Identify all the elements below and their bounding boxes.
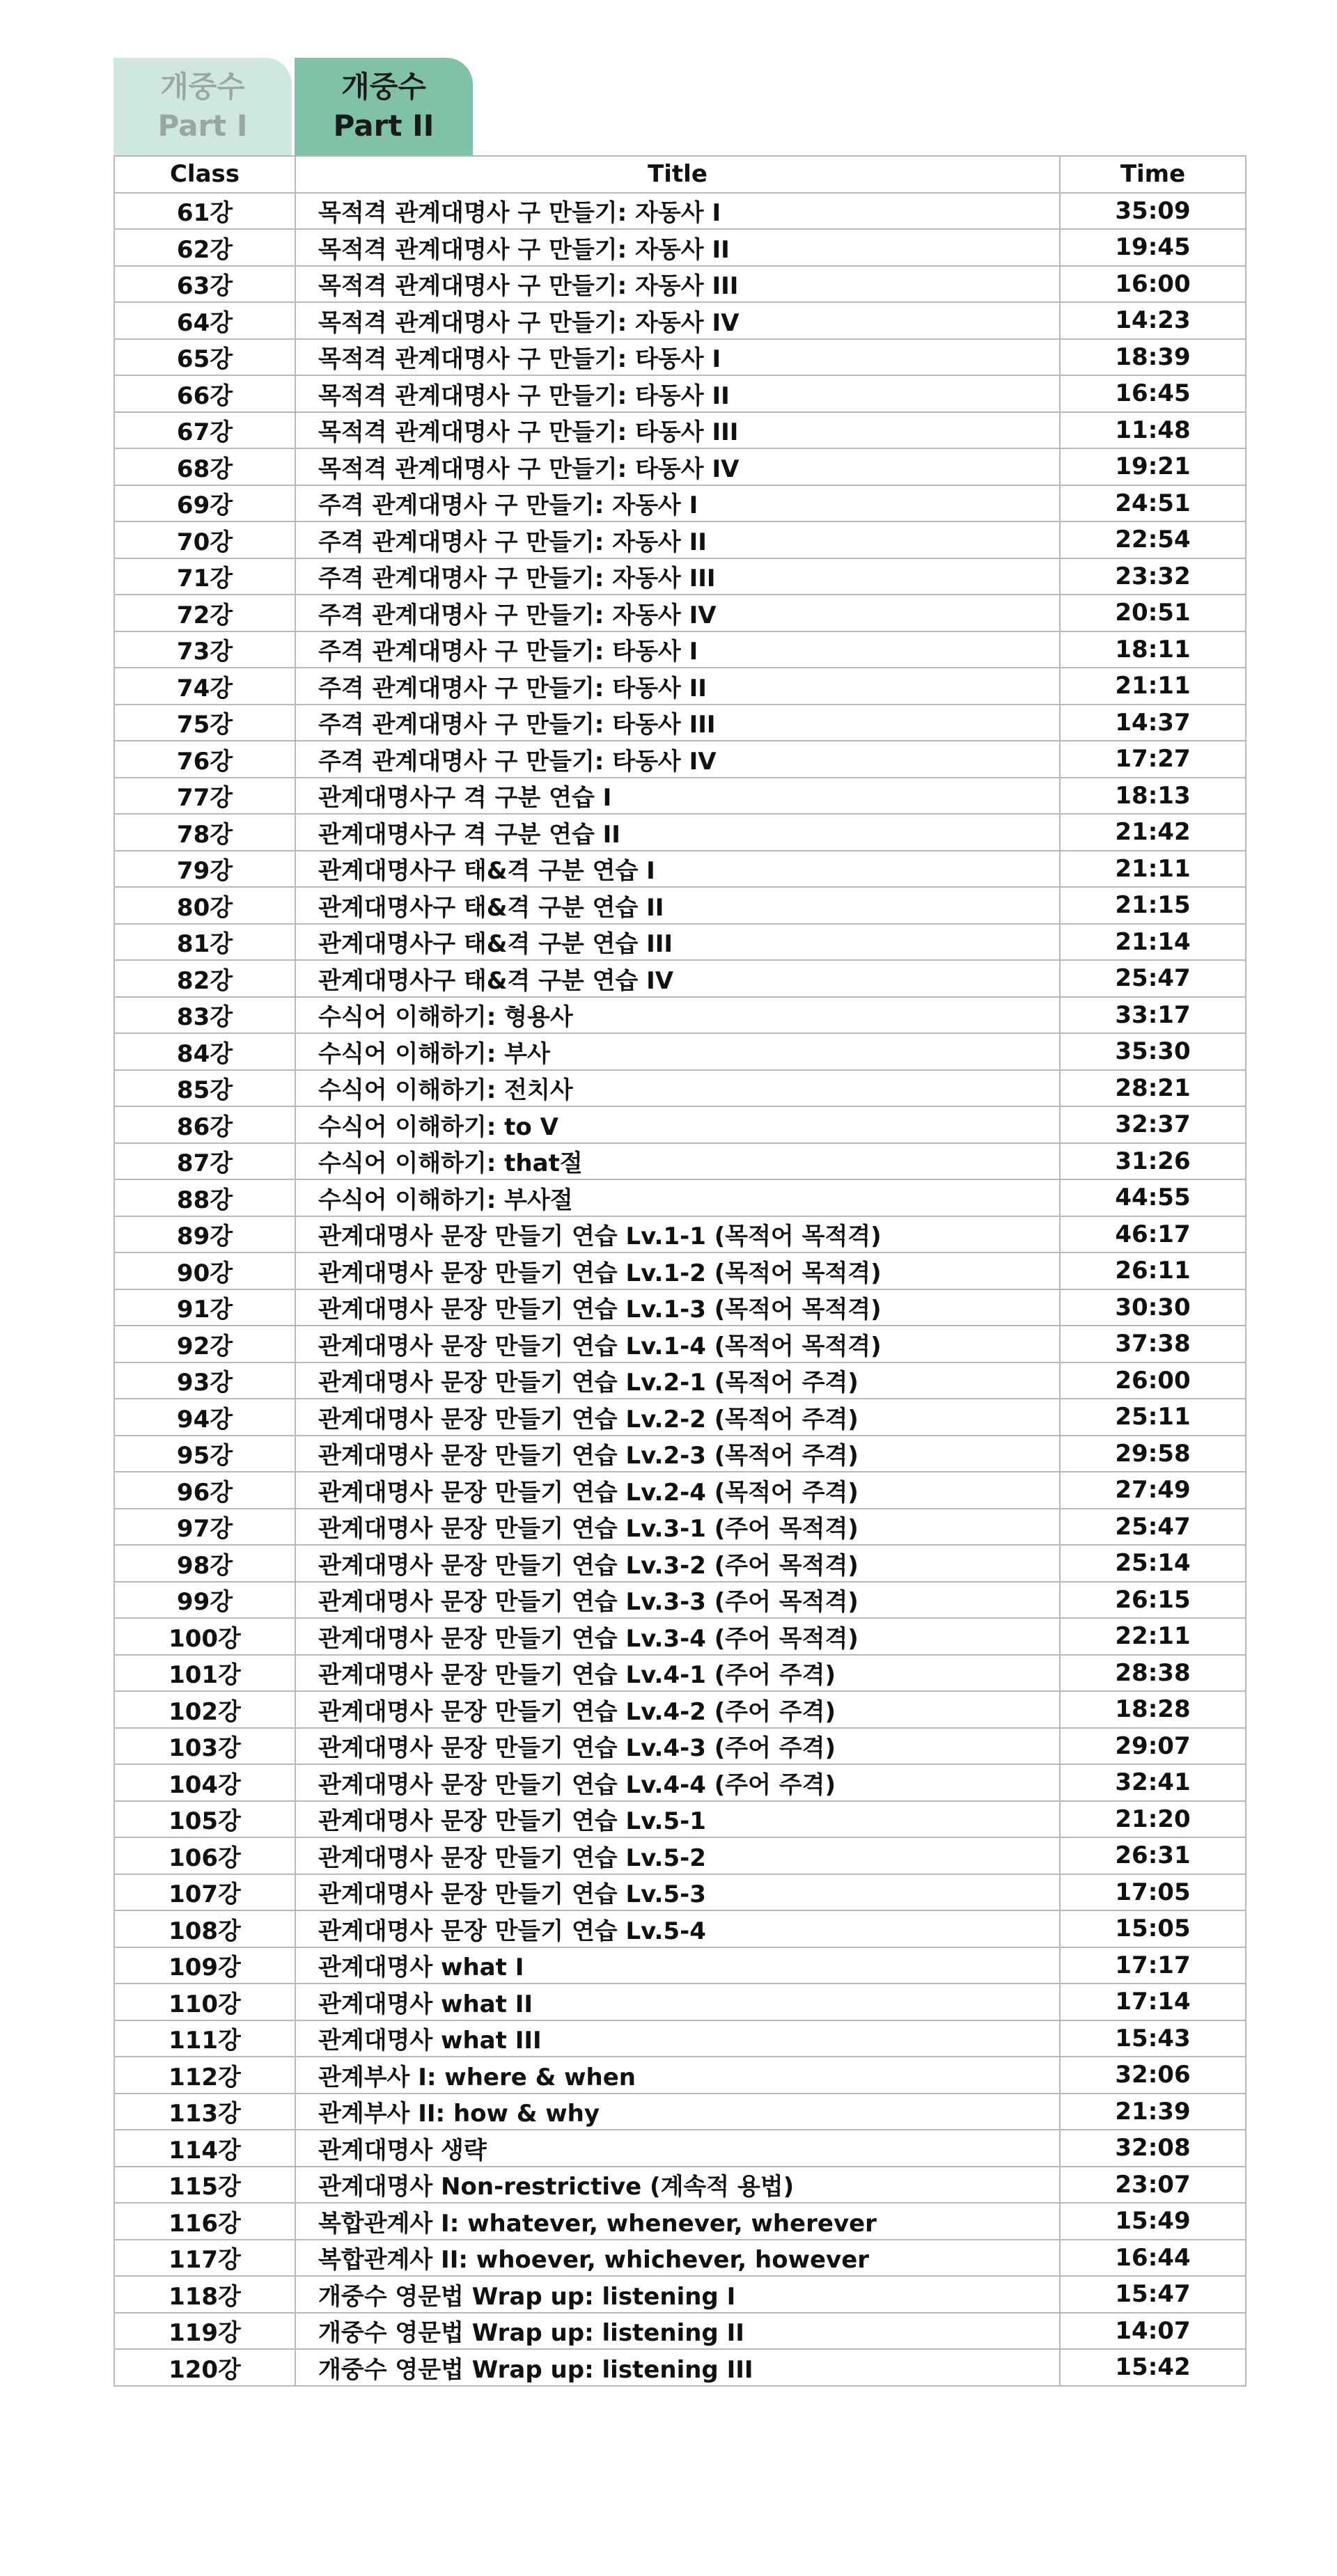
row-class-cell: 96강 xyxy=(114,1472,295,1509)
row-title-cell: 관계대명사 문장 만들기 연습 Lv.3-1 (주어 목적격) xyxy=(295,1509,1060,1546)
row-title-cell: 관계대명사 문장 만들기 연습 Lv.2-4 (목적어 주격) xyxy=(295,1472,1060,1509)
tab-part-2[interactable] xyxy=(295,58,473,155)
row-time-cell: 15:47 xyxy=(1060,2276,1246,2313)
table-row xyxy=(114,229,1246,266)
table-row xyxy=(114,1910,1246,1947)
row-title-cell: 관계대명사 what II xyxy=(295,1984,1060,2020)
table-row xyxy=(114,1947,1246,1984)
row-class-cell: 117강 xyxy=(114,2240,295,2277)
row-class-cell: 65강 xyxy=(114,339,295,376)
row-time-cell: 18:39 xyxy=(1060,339,1246,376)
row-title-cell: 관계대명사 what I xyxy=(295,1947,1060,1984)
table-row xyxy=(114,2094,1246,2130)
table-row xyxy=(114,631,1246,668)
row-class-cell: 107강 xyxy=(114,1874,295,1911)
row-title-cell: 목적격 관계대명사 구 만들기: 타동사 II xyxy=(295,375,1060,412)
row-class-cell: 74강 xyxy=(114,668,295,705)
row-title-cell: 관계부사 I: where & when xyxy=(295,2057,1060,2094)
row-class-cell: 116강 xyxy=(114,2203,295,2240)
row-time-cell: 26:11 xyxy=(1060,1252,1246,1289)
header-class: Class xyxy=(114,156,295,193)
row-class-cell: 69강 xyxy=(114,485,295,522)
table-row xyxy=(114,1618,1246,1655)
tab-part-1[interactable] xyxy=(114,58,292,155)
table-row xyxy=(114,814,1246,851)
row-time-cell: 22:54 xyxy=(1060,521,1246,558)
row-class-cell: 106강 xyxy=(114,1837,295,1874)
row-title-cell: 관계부사 II: how & why xyxy=(295,2094,1060,2130)
table-row xyxy=(114,1728,1246,1765)
table-row xyxy=(114,1399,1246,1436)
row-class-cell: 81강 xyxy=(114,924,295,961)
row-title-cell: 관계대명사 문장 만들기 연습 Lv.3-4 (주어 목적격) xyxy=(295,1618,1060,1655)
row-title-cell: 목적격 관계대명사 구 만들기: 자동사 I xyxy=(295,193,1060,230)
table-row xyxy=(114,741,1246,778)
row-class-cell: 76강 xyxy=(114,741,295,778)
row-class-cell: 91강 xyxy=(114,1289,295,1326)
row-class-cell: 94강 xyxy=(114,1399,295,1436)
row-class-cell: 72강 xyxy=(114,595,295,631)
row-time-cell: 18:13 xyxy=(1060,778,1246,815)
row-class-cell: 79강 xyxy=(114,851,295,888)
row-time-cell: 21:39 xyxy=(1060,2094,1246,2130)
row-time-cell: 25:47 xyxy=(1060,960,1246,997)
tab-part-1-line2: Part I xyxy=(157,109,248,143)
table-row xyxy=(114,1837,1246,1874)
row-time-cell: 32:06 xyxy=(1060,2057,1246,2094)
row-title-cell: 관계대명사 문장 만들기 연습 Lv.5-3 xyxy=(295,1874,1060,1911)
row-title-cell: 관계대명사구 태&격 구분 연습 IV xyxy=(295,960,1060,997)
row-title-cell: 목적격 관계대명사 구 만들기: 타동사 IV xyxy=(295,448,1060,485)
table-row xyxy=(114,2130,1246,2167)
row-time-cell: 15:43 xyxy=(1060,2020,1246,2057)
row-class-cell: 78강 xyxy=(114,814,295,851)
table-row xyxy=(114,851,1246,888)
row-title-cell: 관계대명사구 태&격 구분 연습 III xyxy=(295,924,1060,961)
row-class-cell: 86강 xyxy=(114,1106,295,1143)
row-time-cell: 23:32 xyxy=(1060,558,1246,595)
table-row xyxy=(114,1472,1246,1509)
row-class-cell: 64강 xyxy=(114,302,295,339)
row-class-cell: 70강 xyxy=(114,521,295,558)
table-row xyxy=(114,1143,1246,1180)
row-title-cell: 관계대명사 문장 만들기 연습 Lv.4-1 (주어 주격) xyxy=(295,1655,1060,1692)
table-row xyxy=(114,558,1246,595)
row-time-cell: 21:14 xyxy=(1060,924,1246,961)
table-row xyxy=(114,1874,1246,1911)
part-tabs xyxy=(114,58,473,155)
table-row xyxy=(114,1691,1246,1728)
row-class-cell: 118강 xyxy=(114,2276,295,2313)
row-time-cell: 18:28 xyxy=(1060,1691,1246,1728)
row-time-cell: 19:21 xyxy=(1060,448,1246,485)
row-time-cell: 26:31 xyxy=(1060,1837,1246,1874)
row-time-cell: 14:07 xyxy=(1060,2313,1246,2350)
row-title-cell: 개중수 영문법 Wrap up: listening III xyxy=(295,2349,1060,2386)
row-time-cell: 35:30 xyxy=(1060,1033,1246,1070)
table-row xyxy=(114,924,1246,961)
header-time: Time xyxy=(1060,156,1246,193)
row-class-cell: 73강 xyxy=(114,631,295,668)
row-time-cell: 26:00 xyxy=(1060,1362,1246,1399)
table-header-row xyxy=(114,156,1246,193)
tab-part-1-line1: 개중수 xyxy=(160,70,245,104)
row-time-cell: 16:00 xyxy=(1060,266,1246,303)
row-class-cell: 61강 xyxy=(114,193,295,230)
row-class-cell: 62강 xyxy=(114,229,295,266)
table-row xyxy=(114,1436,1246,1472)
row-title-cell: 주격 관계대명사 구 만들기: 자동사 III xyxy=(295,558,1060,595)
row-class-cell: 82강 xyxy=(114,960,295,997)
row-class-cell: 85강 xyxy=(114,1070,295,1107)
row-class-cell: 110강 xyxy=(114,1984,295,2020)
row-title-cell: 수식어 이해하기: 전치사 xyxy=(295,1070,1060,1107)
table-row xyxy=(114,412,1246,449)
table-row xyxy=(114,1984,1246,2020)
row-time-cell: 28:38 xyxy=(1060,1655,1246,1692)
row-title-cell: 관계대명사구 태&격 구분 연습 II xyxy=(295,887,1060,924)
row-time-cell: 25:14 xyxy=(1060,1545,1246,1582)
table-body xyxy=(114,193,1246,2386)
row-class-cell: 113강 xyxy=(114,2094,295,2130)
row-class-cell: 103강 xyxy=(114,1728,295,1765)
row-time-cell: 32:37 xyxy=(1060,1106,1246,1143)
row-class-cell: 75강 xyxy=(114,705,295,741)
table-row xyxy=(114,2240,1246,2277)
tab-part-2-line1: 개중수 xyxy=(341,70,426,104)
row-time-cell: 31:26 xyxy=(1060,1143,1246,1180)
table-row xyxy=(114,375,1246,412)
row-time-cell: 26:15 xyxy=(1060,1582,1246,1619)
table-row xyxy=(114,778,1246,815)
row-title-cell: 수식어 이해하기: 부사절 xyxy=(295,1179,1060,1216)
table-row xyxy=(114,2313,1246,2350)
table-row xyxy=(114,1362,1246,1399)
row-class-cell: 84강 xyxy=(114,1033,295,1070)
row-title-cell: 수식어 이해하기: that절 xyxy=(295,1143,1060,1180)
row-class-cell: 67강 xyxy=(114,412,295,449)
row-time-cell: 44:55 xyxy=(1060,1179,1246,1216)
row-time-cell: 19:45 xyxy=(1060,229,1246,266)
row-class-cell: 87강 xyxy=(114,1143,295,1180)
row-class-cell: 83강 xyxy=(114,997,295,1034)
row-title-cell: 관계대명사 문장 만들기 연습 Lv.5-4 xyxy=(295,1910,1060,1947)
row-time-cell: 21:15 xyxy=(1060,887,1246,924)
row-class-cell: 80강 xyxy=(114,887,295,924)
table-row xyxy=(114,2203,1246,2240)
table-row xyxy=(114,1545,1246,1582)
row-title-cell: 주격 관계대명사 구 만들기: 타동사 III xyxy=(295,705,1060,741)
row-class-cell: 95강 xyxy=(114,1436,295,1472)
row-time-cell: 14:37 xyxy=(1060,705,1246,741)
row-class-cell: 109강 xyxy=(114,1947,295,1984)
row-title-cell: 관계대명사 문장 만들기 연습 Lv.1-1 (목적어 목적격) xyxy=(295,1216,1060,1253)
row-title-cell: 개중수 영문법 Wrap up: listening I xyxy=(295,2276,1060,2313)
table-row xyxy=(114,2276,1246,2313)
table-row xyxy=(114,1033,1246,1070)
table-row xyxy=(114,1179,1246,1216)
row-class-cell: 100강 xyxy=(114,1618,295,1655)
table-row xyxy=(114,2167,1246,2204)
row-class-cell: 119강 xyxy=(114,2313,295,2350)
row-class-cell: 99강 xyxy=(114,1582,295,1619)
row-title-cell: 주격 관계대명사 구 만들기: 자동사 IV xyxy=(295,595,1060,631)
row-title-cell: 주격 관계대명사 구 만들기: 타동사 IV xyxy=(295,741,1060,778)
row-time-cell: 29:58 xyxy=(1060,1436,1246,1472)
row-title-cell: 목적격 관계대명사 구 만들기: 타동사 III xyxy=(295,412,1060,449)
row-title-cell: 관계대명사구 격 구분 연습 II xyxy=(295,814,1060,851)
row-class-cell: 71강 xyxy=(114,558,295,595)
row-title-cell: 목적격 관계대명사 구 만들기: 자동사 III xyxy=(295,266,1060,303)
table-row xyxy=(114,1801,1246,1838)
row-time-cell: 33:17 xyxy=(1060,997,1246,1034)
table-row xyxy=(114,485,1246,522)
table-row xyxy=(114,302,1246,339)
row-class-cell: 108강 xyxy=(114,1910,295,1947)
row-class-cell: 114강 xyxy=(114,2130,295,2167)
table-row xyxy=(114,448,1246,485)
row-time-cell: 17:27 xyxy=(1060,741,1246,778)
table-row xyxy=(114,1070,1246,1107)
table-row xyxy=(114,193,1246,230)
table-row xyxy=(114,339,1246,376)
row-time-cell: 17:17 xyxy=(1060,1947,1246,1984)
row-class-cell: 90강 xyxy=(114,1252,295,1289)
row-title-cell: 관계대명사 what III xyxy=(295,2020,1060,2057)
row-time-cell: 29:07 xyxy=(1060,1728,1246,1765)
row-title-cell: 관계대명사 문장 만들기 연습 Lv.1-2 (목적어 목적격) xyxy=(295,1252,1060,1289)
table-row xyxy=(114,960,1246,997)
row-title-cell: 관계대명사 문장 만들기 연습 Lv.1-3 (목적어 목적격) xyxy=(295,1289,1060,1326)
row-title-cell: 관계대명사구 태&격 구분 연습 I xyxy=(295,851,1060,888)
row-time-cell: 25:11 xyxy=(1060,1399,1246,1436)
row-title-cell: 수식어 이해하기: 형용사 xyxy=(295,997,1060,1034)
row-class-cell: 63강 xyxy=(114,266,295,303)
table-row xyxy=(114,2057,1246,2094)
row-time-cell: 17:14 xyxy=(1060,1984,1246,2020)
row-time-cell: 32:08 xyxy=(1060,2130,1246,2167)
row-time-cell: 23:07 xyxy=(1060,2167,1246,2204)
row-class-cell: 98강 xyxy=(114,1545,295,1582)
row-class-cell: 102강 xyxy=(114,1691,295,1728)
row-title-cell: 목적격 관계대명사 구 만들기: 타동사 I xyxy=(295,339,1060,376)
table-row xyxy=(114,887,1246,924)
table-row xyxy=(114,1216,1246,1253)
row-class-cell: 111강 xyxy=(114,2020,295,2057)
row-class-cell: 92강 xyxy=(114,1326,295,1362)
row-time-cell: 11:48 xyxy=(1060,412,1246,449)
row-title-cell: 관계대명사 문장 만들기 연습 Lv.2-2 (목적어 주격) xyxy=(295,1399,1060,1436)
header-title: Title xyxy=(295,156,1060,193)
table-row xyxy=(114,266,1246,303)
row-class-cell: 104강 xyxy=(114,1764,295,1801)
row-title-cell: 수식어 이해하기: to V xyxy=(295,1106,1060,1143)
row-title-cell: 관계대명사 문장 만들기 연습 Lv.4-4 (주어 주격) xyxy=(295,1764,1060,1801)
row-title-cell: 목적격 관계대명사 구 만들기: 자동사 II xyxy=(295,229,1060,266)
row-class-cell: 97강 xyxy=(114,1509,295,1546)
row-time-cell: 21:42 xyxy=(1060,814,1246,851)
row-class-cell: 112강 xyxy=(114,2057,295,2094)
table-row xyxy=(114,2349,1246,2386)
row-time-cell: 35:09 xyxy=(1060,193,1246,230)
table-row xyxy=(114,705,1246,741)
table-row xyxy=(114,1252,1246,1289)
row-title-cell: 관계대명사 문장 만들기 연습 Lv.2-3 (목적어 주격) xyxy=(295,1436,1060,1472)
row-title-cell: 주격 관계대명사 구 만들기: 자동사 I xyxy=(295,485,1060,522)
row-time-cell: 37:38 xyxy=(1060,1326,1246,1362)
table-row xyxy=(114,1582,1246,1619)
row-time-cell: 15:05 xyxy=(1060,1910,1246,1947)
row-class-cell: 77강 xyxy=(114,778,295,815)
table-row xyxy=(114,1655,1246,1692)
row-title-cell: 관계대명사 문장 만들기 연습 Lv.5-1 xyxy=(295,1801,1060,1838)
row-time-cell: 18:11 xyxy=(1060,631,1246,668)
row-class-cell: 93강 xyxy=(114,1362,295,1399)
row-time-cell: 30:30 xyxy=(1060,1289,1246,1326)
row-time-cell: 17:05 xyxy=(1060,1874,1246,1911)
row-title-cell: 관계대명사 문장 만들기 연습 Lv.3-3 (주어 목적격) xyxy=(295,1582,1060,1619)
row-title-cell: 목적격 관계대명사 구 만들기: 자동사 IV xyxy=(295,302,1060,339)
row-title-cell: 관계대명사 문장 만들기 연습 Lv.5-2 xyxy=(295,1837,1060,1874)
row-time-cell: 16:45 xyxy=(1060,375,1246,412)
row-time-cell: 14:23 xyxy=(1060,302,1246,339)
table-row xyxy=(114,1106,1246,1143)
row-title-cell: 주격 관계대명사 구 만들기: 타동사 II xyxy=(295,668,1060,705)
row-title-cell: 관계대명사 생략 xyxy=(295,2130,1060,2167)
row-title-cell: 개중수 영문법 Wrap up: listening II xyxy=(295,2313,1060,2350)
row-time-cell: 27:49 xyxy=(1060,1472,1246,1509)
row-title-cell: 관계대명사 문장 만들기 연습 Lv.4-2 (주어 주격) xyxy=(295,1691,1060,1728)
table-row xyxy=(114,668,1246,705)
row-time-cell: 15:42 xyxy=(1060,2349,1246,2386)
row-class-cell: 66강 xyxy=(114,375,295,412)
tab-part-2-line2: Part II xyxy=(333,109,435,143)
row-class-cell: 105강 xyxy=(114,1801,295,1838)
row-time-cell: 25:47 xyxy=(1060,1509,1246,1546)
row-time-cell: 32:41 xyxy=(1060,1764,1246,1801)
table-row xyxy=(114,1289,1246,1326)
row-title-cell: 관계대명사구 격 구분 연습 I xyxy=(295,778,1060,815)
row-time-cell: 24:51 xyxy=(1060,485,1246,522)
row-title-cell: 관계대명사 Non-restrictive (계속적 용법) xyxy=(295,2167,1060,2204)
table-row xyxy=(114,521,1246,558)
row-time-cell: 21:11 xyxy=(1060,851,1246,888)
row-title-cell: 관계대명사 문장 만들기 연습 Lv.4-3 (주어 주격) xyxy=(295,1728,1060,1765)
row-time-cell: 28:21 xyxy=(1060,1070,1246,1107)
row-time-cell: 20:51 xyxy=(1060,595,1246,631)
row-title-cell: 복합관계사 I: whatever, whenever, wherever xyxy=(295,2203,1060,2240)
row-class-cell: 101강 xyxy=(114,1655,295,1692)
row-title-cell: 관계대명사 문장 만들기 연습 Lv.1-4 (목적어 목적격) xyxy=(295,1326,1060,1362)
row-time-cell: 22:11 xyxy=(1060,1618,1246,1655)
row-title-cell: 관계대명사 문장 만들기 연습 Lv.2-1 (목적어 주격) xyxy=(295,1362,1060,1399)
row-time-cell: 16:44 xyxy=(1060,2240,1246,2277)
row-title-cell: 복합관계사 II: whoever, whichever, however xyxy=(295,2240,1060,2277)
row-class-cell: 88강 xyxy=(114,1179,295,1216)
lecture-table xyxy=(114,155,1246,2387)
row-class-cell: 120강 xyxy=(114,2349,295,2386)
row-time-cell: 46:17 xyxy=(1060,1216,1246,1253)
table-row xyxy=(114,1509,1246,1546)
row-class-cell: 115강 xyxy=(114,2167,295,2204)
row-time-cell: 21:20 xyxy=(1060,1801,1246,1838)
table-row xyxy=(114,2020,1246,2057)
table-row xyxy=(114,1326,1246,1362)
row-time-cell: 21:11 xyxy=(1060,668,1246,705)
table-row xyxy=(114,595,1246,631)
row-title-cell: 수식어 이해하기: 부사 xyxy=(295,1033,1060,1070)
row-time-cell: 15:49 xyxy=(1060,2203,1246,2240)
table-row xyxy=(114,997,1246,1034)
row-class-cell: 89강 xyxy=(114,1216,295,1253)
table-row xyxy=(114,1764,1246,1801)
row-class-cell: 68강 xyxy=(114,448,295,485)
row-title-cell: 관계대명사 문장 만들기 연습 Lv.3-2 (주어 목적격) xyxy=(295,1545,1060,1582)
row-title-cell: 주격 관계대명사 구 만들기: 타동사 I xyxy=(295,631,1060,668)
row-title-cell: 주격 관계대명사 구 만들기: 자동사 II xyxy=(295,521,1060,558)
